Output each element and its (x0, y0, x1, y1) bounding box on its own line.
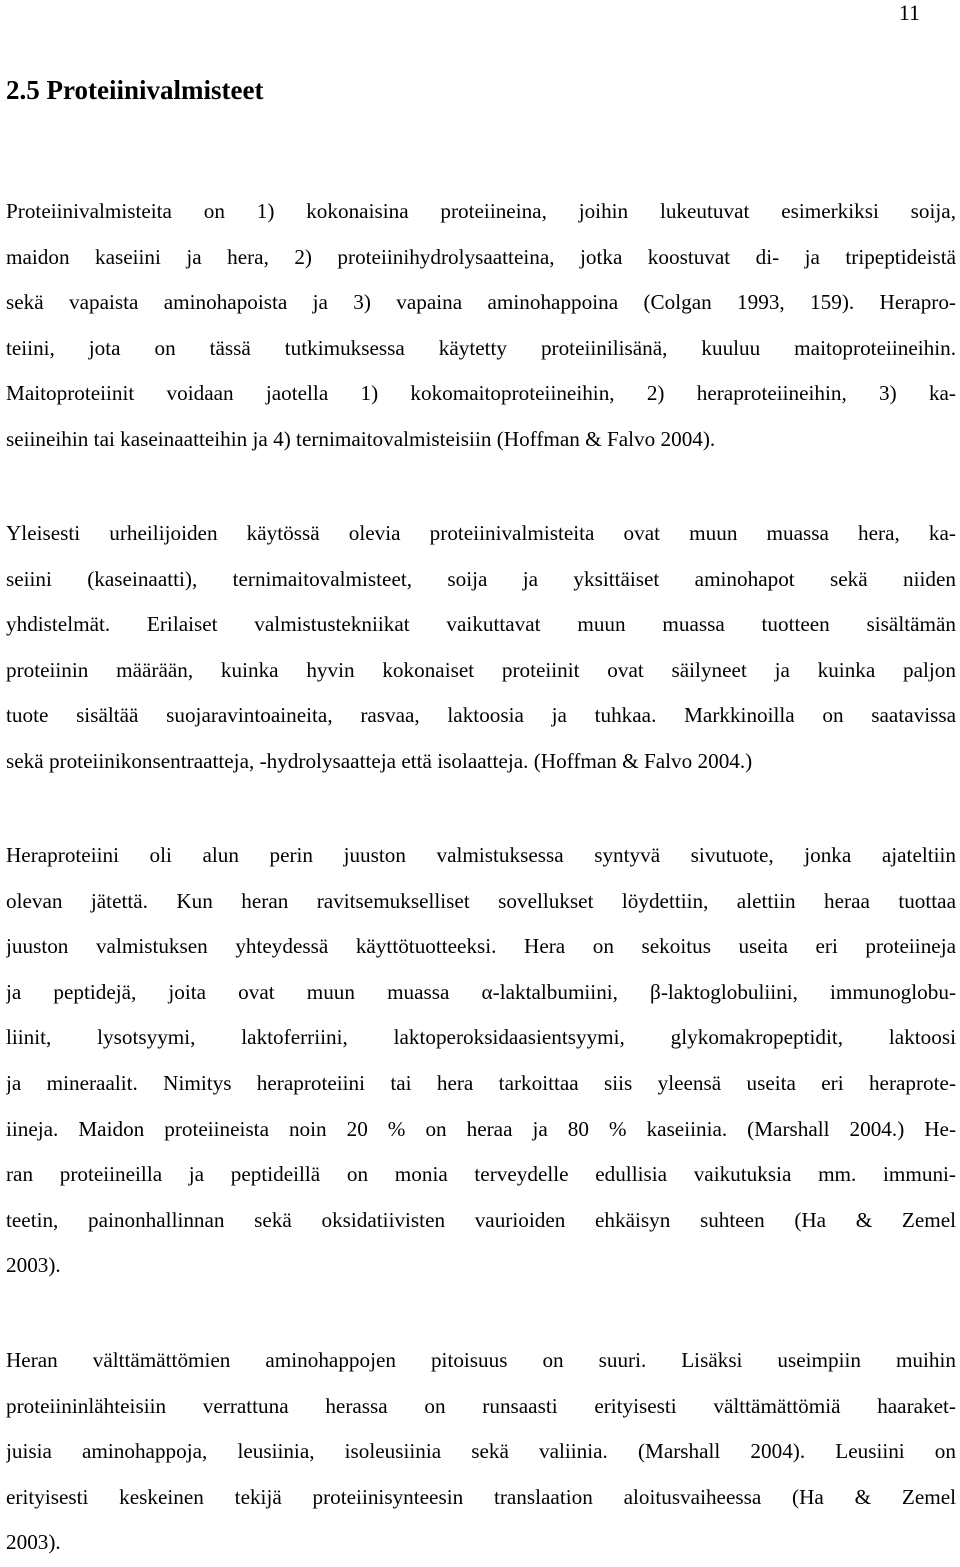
paragraph-line: 2003). (6, 1253, 61, 1278)
paragraph-line: ja mineraalit. Nimitys heraproteiini tai hera tarkoittaa siis yleensä useita eri heraprote- (6, 1070, 956, 1095)
paragraph-essential-amino-acids (6, 1338, 956, 1566)
paragraph-line: iineja. Maidon proteiineista noin 20 % on heraa ja 80 % kaseiinia. (Marshall 2004.) He- (6, 1116, 956, 1141)
paragraph-line: ran proteiineilla ja peptideillä on monia terveydelle edullisia vaikutuksia mm. immuni- (6, 1162, 956, 1187)
paragraph-line: ja peptidejä, joita ovat muun muassa α-laktalbumiini, β-laktoglobuliini, immunoglobu- (6, 979, 956, 1004)
paragraph-line: Maitoproteiinit voidaan jaotella 1) kokomaitoproteiineihin, 2) heraproteiineihin, 3) ka- (6, 381, 956, 406)
paragraph-athlete-supplements (6, 511, 956, 785)
paragraph-line: maidon kaseiini ja hera, 2) proteiinihydrolysaatteina, jotka koostuvat di- ja tripeptideistä (6, 244, 956, 269)
paragraph-line: Proteiinivalmisteita on 1) kokonaisina proteiineina, joihin lukeutuvat esimerkiksi soija, (6, 199, 956, 223)
paragraph-line: 2003). (6, 1530, 61, 1555)
page-number: 11 (898, 0, 920, 25)
paragraph-whey-protein (6, 833, 956, 1289)
paragraph-line: tuote sisältää suojaravintoaineita, rasvaa, laktoosia ja tuhkaa. Markkinoilla on saatavissa (6, 703, 956, 728)
paragraph-line: seiini (kaseinaatti), ternimaitovalmisteet, soija ja yksittäiset aminohapot sekä niiden (6, 566, 956, 591)
paragraph-line: yhdistelmät. Erilaiset valmistustekniikat vaikuttavat muun muassa tuotteen sisältämän (6, 612, 956, 637)
paragraph-line: sekä vapaista aminohapoista ja 3) vapaina aminohappoina (Colgan 1993, 159). Herapro- (6, 290, 956, 315)
paragraph-line: teetin, painonhallinnan sekä oksidatiivisten vaurioiden ehkäisyn suhteen (Ha & Zemel (6, 1207, 956, 1232)
paragraph-line: sekä proteiinikonsentraatteja, -hydrolysaatteja että isolaatteja. (Hoffman & Falvo 2004.) (6, 748, 753, 773)
paragraph-line: juuston valmistuksen yhteydessä käyttötuotteeksi. Hera on sekoitus useita eri proteiineja (6, 934, 956, 959)
paragraph-line: teiini, jota on tässä tutkimuksessa käytetty proteiinilisänä, kuuluu maitoproteiineihin. (6, 335, 956, 360)
paragraph-line: Yleisesti urheilijoiden käytössä olevia proteiinivalmisteita ovat muun muassa hera, ka- (6, 521, 956, 545)
paragraph-line: Heran välttämättömien aminohappojen pitoisuus on suuri. Lisäksi useimpiin muihin (6, 1348, 956, 1372)
paragraph-line: liinit, lysotsyymi, laktoferriini, laktoperoksidaasientsyymi, glykomakropeptidit, laktoosi (6, 1025, 956, 1050)
paragraph-line: Heraproteiini oli alun perin juuston valmistuksessa syntyvä sivutuote, jonka ajateltiin (6, 843, 956, 867)
paragraph-line: olevan jätettä. Kun heran ravitsemukselliset sovellukset löydettiin, alettiin heraa tuottaa (6, 888, 956, 913)
paragraph-line: proteiininlähteisiin verrattuna herassa on runsaasti erityisesti välttämättömiä haaraket- (6, 1393, 956, 1418)
section-heading: 2.5 Proteiinivalmisteet (6, 75, 264, 105)
paragraph-line: erityisesti keskeinen tekijä proteiinisynteesin translaation aloitusvaiheessa (Ha & Zemel (6, 1484, 956, 1509)
paragraph-line: seiineihin tai kaseinaatteihin ja 4) ternimaitovalmisteisiin (Hoffman & Falvo 2004). (6, 426, 716, 451)
paragraph-protein-supplements-types (6, 189, 956, 463)
paragraph-line: proteiinin määrään, kuinka hyvin kokonaiset proteiinit ovat säilyneet ja kuinka paljon (6, 657, 956, 682)
paragraph-line: juisia aminohappoja, leusiinia, isoleusiinia sekä valiinia. (Marshall 2004). Leusiini on (6, 1439, 956, 1464)
